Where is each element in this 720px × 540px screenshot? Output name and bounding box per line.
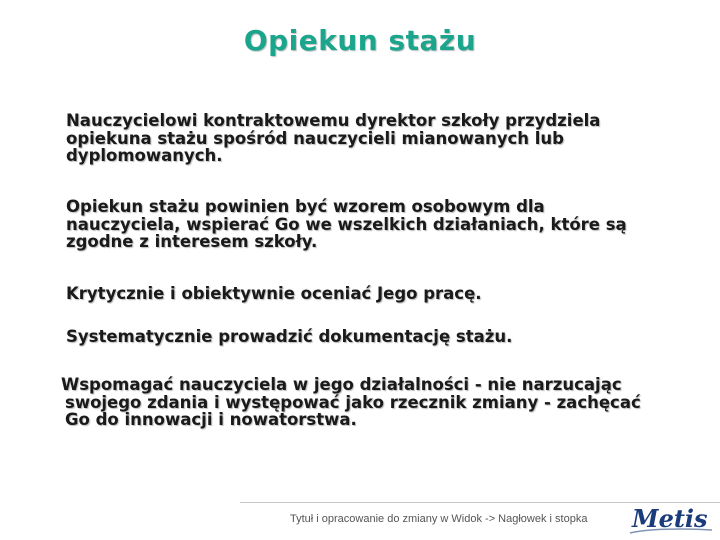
paragraph-line: Go do innowacji i nowatorstwa.	[65, 410, 357, 429]
paragraph-line: Wspomagać nauczyciela w jego działalności - nie narzucając	[61, 375, 622, 394]
paragraph-evaluate	[66, 285, 482, 303]
paragraph-line: dyplomowanych.	[66, 146, 223, 165]
slide-title: Opiekun stażu	[243, 24, 477, 57]
metis-logo	[626, 503, 716, 537]
paragraph-line: zgodne z interesem szkoły.	[66, 232, 318, 251]
paragraph-line: Nauczycielowi kontraktowemu dyrektor szkoły przydziela	[66, 111, 601, 130]
paragraph-support	[61, 376, 641, 429]
paragraph-opiekun-assignment	[66, 112, 600, 165]
paragraph-line: Opiekun stażu powinien być wzorem osobowym dla	[66, 197, 545, 216]
paragraph-line: swojego zdania i występować jako rzecznik zmiany - zachęcać	[65, 392, 641, 412]
paragraph-line: Systematycznie prowadzić dokumentację stażu.	[66, 327, 513, 346]
paragraph-line: nauczyciela, wspierać Go we wszelkich działaniach, które są	[66, 214, 627, 234]
paragraph-documentation	[66, 328, 512, 346]
paragraph-role-model	[66, 198, 627, 251]
logo-text: Metis	[632, 504, 708, 533]
paragraph-line: Krytycznie i obiektywnie oceniać Jego pracę.	[66, 284, 482, 303]
paragraph-line: opiekuna stażu spośród nauczycieli mianowanych lub	[66, 128, 564, 148]
footer-text: Tytuł i opracowanie do zmiany w Widok -> Nagłowek i stopka	[290, 513, 588, 525]
